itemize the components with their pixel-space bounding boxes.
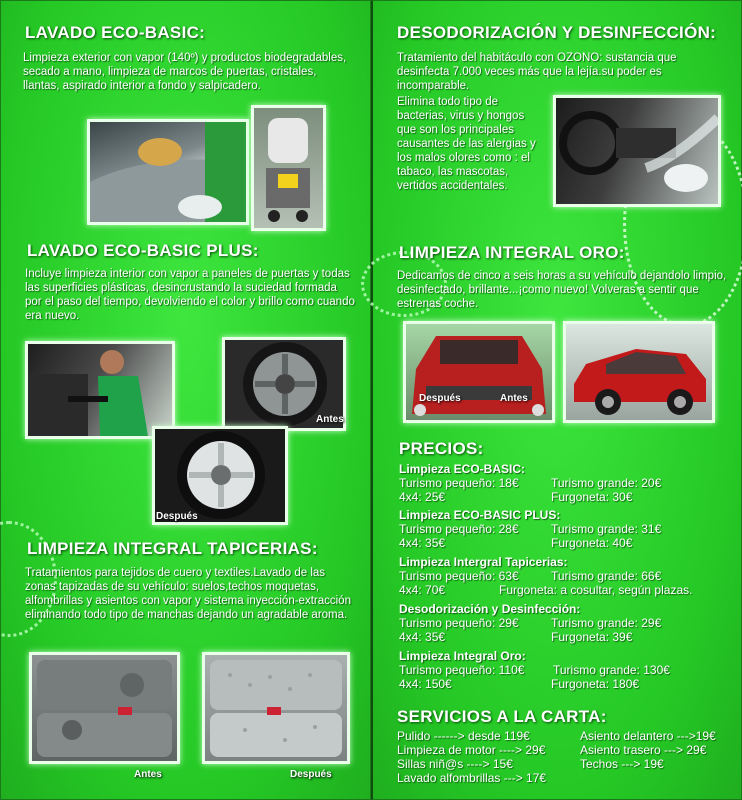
photo-seats-before (29, 652, 180, 764)
eco-basic-title: LAVADO ECO-BASIC: (25, 23, 206, 42)
photo-seats-after (202, 652, 350, 764)
oro-text: Dedicamos de cinco a seis horas a su vehículo dejandolo limpio, desinfectado, brillante...¡como nuevo! Volveras a sentir que estrenas coche. (397, 270, 727, 310)
price-line: Turismo grande: 29€ (551, 616, 662, 630)
service-pulido: Pulido ------> desde 119€ (397, 729, 530, 743)
price-line: Turismo pequeño: 110€ (399, 663, 525, 677)
price-line: Turismo pequeño: 63€ (399, 569, 519, 583)
photo-steam-machine (251, 105, 326, 231)
price-group-name: Limpieza ECO-BASIC: (399, 462, 526, 476)
price-line: Turismo pequeño: 29€ (399, 616, 519, 630)
desodorizacion-title: DESODORIZACIÓN Y DESINFECCIÓN: (397, 23, 717, 42)
tapicerias-title: LIMPIEZA INTEGRAL TAPICERIAS: (27, 539, 318, 558)
caption-after: Después (156, 511, 198, 522)
caption-before-car: Antes (500, 393, 528, 404)
price-group-name: Limpieza ECO-BASIC PLUS: (399, 508, 561, 522)
service-asiento-delantero: Asiento delantero --->19€ (580, 729, 716, 743)
eco-basic-text: Limpieza exterior con vapor (140º) y productos biodegradables, secado a mano, limpieza de marcos de puertas, cristales, llantas, aspirado interior a fondo y salpicadero. (23, 52, 347, 92)
price-group-name: Desodorización y Desinfección: (399, 602, 581, 616)
red-car-front-image (406, 324, 552, 420)
seats-before-image (32, 655, 177, 761)
oro-title: LIMPIEZA INTEGRAL ORO: (399, 243, 625, 262)
price-line: Turismo pequeño: 28€ (399, 522, 519, 536)
right-panel (371, 0, 742, 800)
servicios-title: SERVICIOS A LA CARTA: (397, 707, 607, 726)
service-alfombrillas: Lavado alfombrillas ---> 17€ (397, 771, 547, 785)
caption-before: Antes (316, 414, 344, 425)
photo-interior-steam (25, 341, 175, 439)
price-line: Furgoneta: 180€ (551, 677, 640, 691)
red-car-side-image (566, 324, 712, 420)
price-group-name: Limpieza Integral Oro: (399, 649, 526, 663)
price-line: 4x4: 35€ (399, 536, 446, 550)
price-line: Furgoneta: 40€ (551, 536, 633, 550)
seats-after-image (205, 655, 347, 761)
price-line: Turismo grande: 66€ (551, 569, 662, 583)
photo-exterior-wash (87, 119, 249, 225)
service-sillas: Sillas niñ@s ----> 15€ (397, 757, 513, 771)
photo-ozone-treatment (553, 95, 721, 207)
price-line: Furgoneta: 39€ (551, 630, 633, 644)
price-line: Turismo grande: 130€ (553, 663, 670, 677)
steam-machine-image (254, 108, 323, 228)
price-line: Turismo pequeño: 18€ (399, 476, 519, 490)
desodorizacion-text1: Tratamiento del habitáculo con OZONO: sustancia que desinfecta 7.000 veces más que la lejía.su poder es incomparable. (397, 52, 677, 92)
price-line: Furgoneta: a cosultar, según plazas. (499, 583, 693, 597)
service-asiento-trasero: Asiento trasero ---> 29€ (580, 743, 707, 757)
car-wash-image (90, 122, 246, 222)
price-line: 4x4: 25€ (399, 490, 446, 504)
caption-after-car: Después (419, 393, 461, 404)
wheel-after-image (155, 429, 285, 522)
caption-before-seats: Antes (134, 769, 162, 780)
eco-basic-plus-title: LAVADO ECO-BASIC PLUS: (27, 241, 259, 260)
precios-title: PRECIOS: (399, 439, 484, 458)
price-line: 4x4: 70€ (399, 583, 446, 597)
tapicerias-text: Tratamientos para tejidos de cuero y textiles.Lavado de las zonas tapizadas de su vehículo: suelos,techos moquetas, alfombrillas y asientos con vapor y sistema inyección-extracción eliminando todo tipo de manchas dejando un agradable aroma. (25, 567, 351, 621)
eco-basic-plus-text: Incluye limpieza interior con vapor a paneles de puertas y todas las superficies plásticas, desincrustando la suciedad formada por el paso del tiempo, devolviendo el color y brillo como cuando era nuevo. (25, 268, 355, 322)
photo-red-car-side (563, 321, 715, 423)
price-line: Turismo grande: 31€ (551, 522, 662, 536)
worker-image (28, 344, 172, 436)
photo-red-car-front (403, 321, 555, 423)
service-motor: Limpieza de motor ----> 29€ (397, 743, 546, 757)
price-line: 4x4: 150€ (399, 677, 452, 691)
price-group-name: Limpieza Intergral Tapicerias: (399, 555, 568, 569)
price-line: Furgoneta: 30€ (551, 490, 633, 504)
caption-after-seats: Después (290, 769, 332, 780)
price-line: 4x4: 35€ (399, 630, 446, 644)
desodorizacion-text2: Elimina todo tipo de bacterias, virus y hongos que son los principales causantes de las alergias y los malos olores como : el tabaco, las mascotas, vertidos accidentales. (397, 96, 536, 192)
ozone-image (556, 98, 718, 204)
service-techos: Techos ---> 19€ (580, 757, 664, 771)
price-line: Turismo grande: 20€ (551, 476, 662, 490)
